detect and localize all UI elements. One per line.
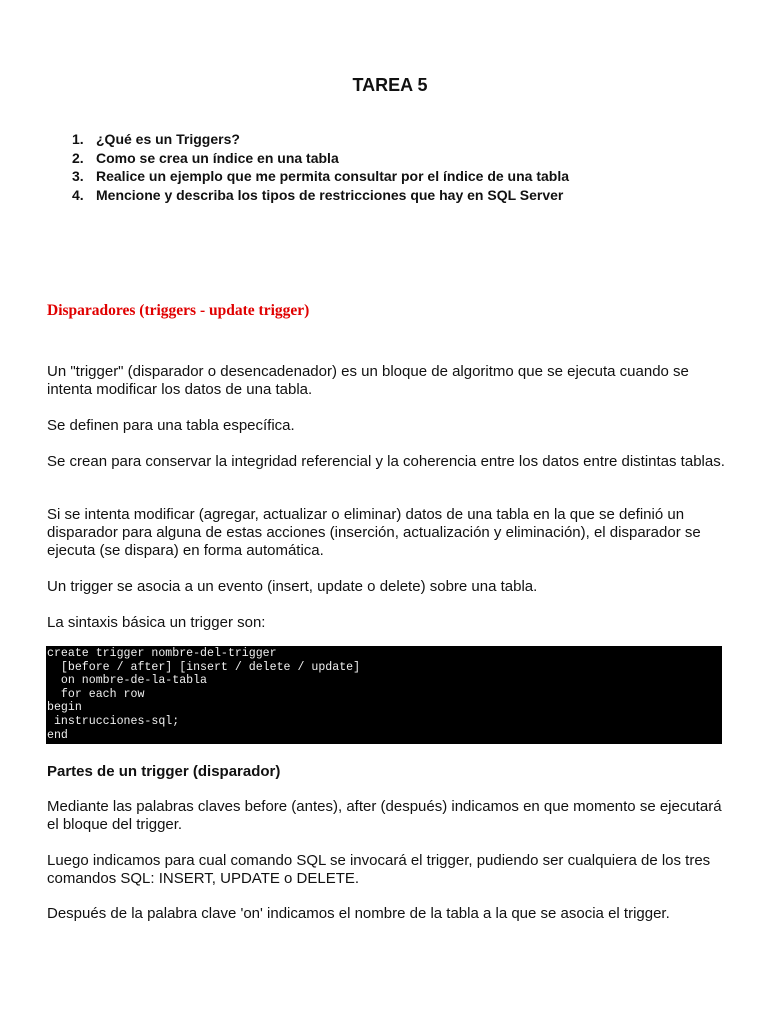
question-item xyxy=(72,130,569,149)
code-line: [before / after] [insert / delete / update] xyxy=(47,660,361,674)
paragraph-on-keyword: Después de la palabra clave 'on' indicamos el nombre de la tabla a la que se asocia el trigger. xyxy=(47,905,670,922)
question-text: Realice un ejemplo que me permita consultar por el índice de una tabla xyxy=(96,168,570,184)
paragraph-syntax-intro: La sintaxis básica un trigger son: xyxy=(47,614,266,631)
question-text: Como se crea un índice en una tabla xyxy=(96,149,339,166)
section-heading: Disparadores (triggers - update trigger) xyxy=(47,302,310,319)
question-item xyxy=(72,186,569,205)
code-block xyxy=(46,646,722,744)
paragraph-integrity: Se crean para conservar la integridad referencial y la coherencia entre los datos entre distintas tablas. xyxy=(47,453,725,470)
question-list xyxy=(72,130,569,204)
document-title: TAREA 5 xyxy=(352,75,428,95)
question-item xyxy=(72,149,569,168)
question-number: 1. xyxy=(72,131,84,147)
code-line: begin xyxy=(47,701,82,715)
paragraph-specific-table: Se definen para una tabla específica. xyxy=(47,417,295,434)
paragraph-sql-command: Luego indicamos para cual comando SQL se invocará el trigger, pudiendo ser cualquiera de los tres comandos SQL: INSERT, UPDATE o DELETE. xyxy=(47,852,711,887)
code-line: instrucciones-sql; xyxy=(47,714,180,728)
code-line: on nombre-de-la-tabla xyxy=(47,674,208,688)
paragraph-modification: Si se intenta modificar (agregar, actualizar o eliminar) datos de una tabla en la que se definió un disparador para alguna de estas acciones (inserción, actualización y eliminación), el disparador se ejecuta (se dispara) en forma automática. xyxy=(47,506,701,559)
question-number: 3. xyxy=(72,168,84,184)
question-number: 2. xyxy=(72,149,84,166)
sub-heading: Partes de un trigger (disparador) xyxy=(47,763,281,780)
code-line: for each row xyxy=(47,687,145,701)
question-text: Mencione y describa los tipos de restricciones que hay en SQL Server xyxy=(96,186,564,203)
code-line: end xyxy=(47,728,68,742)
paragraph-definition: Un "trigger" (disparador o desencadenador) es un bloque de algoritmo que se ejecuta cuando se intenta modificar los datos de una tabla. xyxy=(47,363,689,398)
question-text: ¿Qué es un Triggers? xyxy=(96,131,240,147)
paragraph-before-after: Mediante las palabras claves before (antes), after (después) indicamos en que momento se ejecutará el bloque del trigger. xyxy=(47,798,722,833)
paragraph-event: Un trigger se asocia a un evento (insert, update o delete) sobre una tabla. xyxy=(47,578,538,595)
question-number: 4. xyxy=(72,186,84,203)
code-line: create trigger nombre-del-trigger xyxy=(47,647,277,660)
question-item xyxy=(72,167,569,186)
